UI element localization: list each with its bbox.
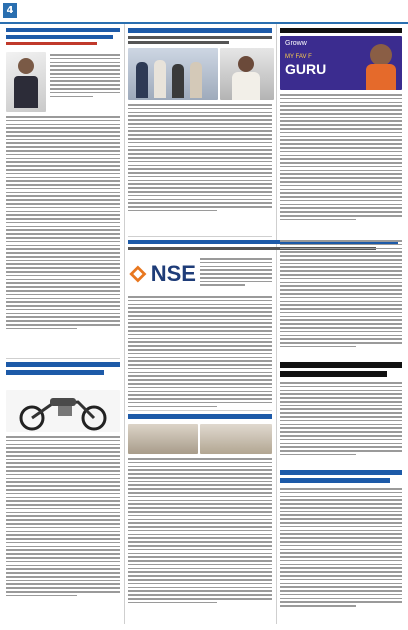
speaker-photo [220,48,274,100]
group-photo [200,424,272,454]
guru-advertisement [280,36,402,90]
group-photo [128,424,198,454]
bike-headline [6,362,120,386]
nse-logo [128,256,196,292]
top-headline [128,26,272,44]
article-text [280,240,402,350]
right-headline [280,26,402,33]
section-rule [128,410,272,411]
article-text [128,104,272,214]
article-text [200,258,272,288]
portrait-photo [6,52,46,112]
masthead-bar [0,0,408,24]
article-text [128,296,272,409]
feature-headline [128,414,272,419]
event-photo [128,48,218,100]
section-rule [6,358,120,359]
ad-label: MY FAV F [285,54,312,60]
article-text [6,116,120,332]
nse-logo-text: NSE [150,261,196,286]
article-text [280,382,402,458]
motorcycle-photo [6,390,120,432]
article-text [50,54,120,99]
section-rule [128,236,272,237]
right-bottom-headline [280,470,402,483]
article-text [6,436,120,599]
article-text [280,488,402,609]
article-text [280,94,402,223]
nse-emblem-icon [128,259,148,289]
left-headline-1 [6,26,120,48]
column-divider [124,24,125,624]
column-divider [276,24,277,624]
right-mid-headline [280,362,402,377]
article-text [128,458,272,605]
ad-title: GURU [285,61,327,77]
page-number: 4 [3,3,17,18]
ad-brand: Groww [285,40,307,47]
